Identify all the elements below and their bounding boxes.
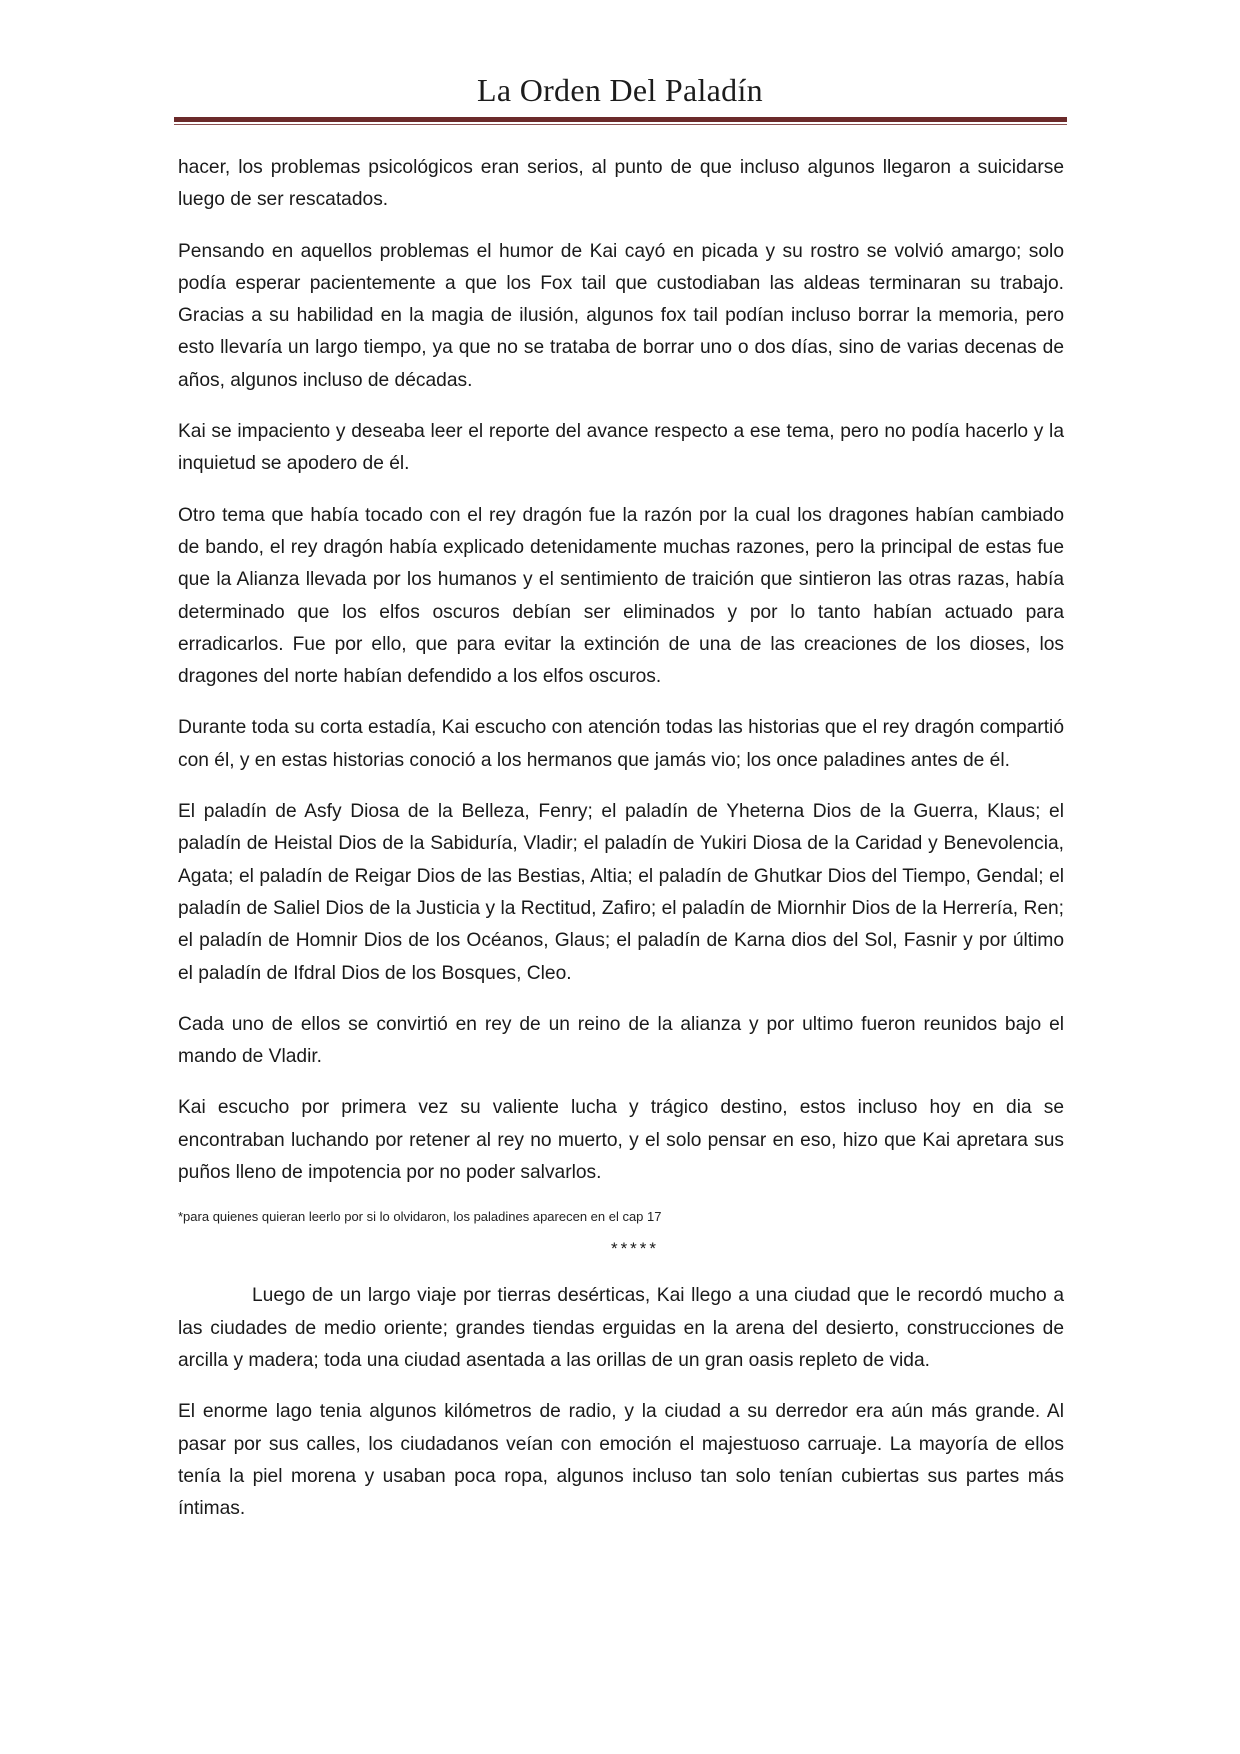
paragraph: Otro tema que había tocado con el rey dragón fue la razón por la cual los dragones habían cambiado de bando, el rey dragón había explicado detenidamente muchas razones, pero la principal de estas fue que la Alianza llevada por los humanos y el sentimiento de traición que sintieron las otras razas, había determinado que los elfos oscuros debían ser eliminados y por lo tanto habían actuado para erradicarlos. Fue por ello, que para evitar la extinción de una de las creaciones de los dioses, los dragones del norte habían defendido a los elfos oscuros. xyxy=(178,504,1064,688)
header-rule-thin xyxy=(174,124,1067,125)
scene-separator: ***** xyxy=(610,1239,660,1259)
paragraph: Pensando en aquellos problemas el humor de Kai cayó en picada y su rostro se volvió amargo; solo podía esperar pacientemente a que los Fox tail que custodiaban las aldeas terminaran su trabajo. Gracias a su habilidad en la magia de ilusión, algunos fox tail podían incluso borrar la memoria, pero esto llevaría un largo tiempo, ya que no se trataba de borrar uno o dos días, sino de varias decenas de años, algunos incluso de décadas. xyxy=(178,240,1064,391)
header-rule xyxy=(174,117,1067,122)
paragraph: Luego de un largo viaje por tierras desérticas, Kai llego a una ciudad que le recordó mucho a las ciudades de medio oriente; grandes tiendas erguidas en la arena del desierto, construcciones de arcilla y madera; toda una ciudad asentada a las orillas de un gran oasis repleto de vida. xyxy=(178,1285,1064,1371)
body-text xyxy=(178,152,1064,1544)
paragraph: Kai escucho por primera vez su valiente lucha y trágico destino, estos incluso hoy en dia se encontraban luchando por retener al rey no muerto, y el solo pensar en eso, hizo que Kai apretara sus puños lleno de impotencia por no poder salvarlos. xyxy=(178,1097,1064,1184)
paragraph: hacer, los problemas psicológicos eran serios, al punto de que incluso algunos llegaron a suicidarse luego de ser rescatados. xyxy=(178,157,1064,211)
paragraph: Cada uno de ellos se convirtió en rey de un reino de la alianza y por ultimo fueron reunidos bajo el mando de Vladir. xyxy=(178,1013,1064,1068)
paragraph: El enorme lago tenia algunos kilómetros de radio, y la ciudad a su derredor era aún más grande. Al pasar por sus calles, los ciudadanos veían con emoción el majestuoso carruaje. La mayoría de ellos tenía la piel morena y usaban poca ropa, algunos incluso tan solo tenían cubiertas sus partes más íntimas. xyxy=(178,1401,1064,1520)
page-header-title: La Orden Del Paladín xyxy=(477,72,763,108)
paragraph: El paladín de Asfy Diosa de la Belleza, Fenry; el paladín de Yheterna Dios de la Guerra, Klaus; el paladín de Heistal Dios de la Sabiduría, Vladir; el paladín de Yukiri Diosa de la Caridad y Benevolencia, Agata; el paladín de Reigar Dios de las Bestias, Altia; el paladín de Ghutkar Dios del Tiempo, Gendal; el paladín de Saliel Dios de la Justicia y la Rectitud, Zafiro; el paladín de Miornhir Dios de la Herrería, Ren; el paladín de Homnir Dios de los Océanos, Glaus; el paladín de Karna dios del Sol, Fasnir y por último el paladín de Ifdral Dios de los Bosques, Cleo. xyxy=(178,801,1064,984)
footnote: *para quienes quieran leerlo por si lo olvidaron, los paladines aparecen en el cap 17 xyxy=(178,1209,662,1225)
paragraph: Kai se impaciento y deseaba leer el reporte del avance respecto a ese tema, pero no podía hacerlo y la inquietud se apodero de él. xyxy=(178,421,1064,475)
paragraph: Durante toda su corta estadía, Kai escucho con atención todas las historias que el rey dragón compartió con él, y en estas historias conoció a los hermanos que jamás vio; los once paladines antes de él. xyxy=(178,717,1064,771)
